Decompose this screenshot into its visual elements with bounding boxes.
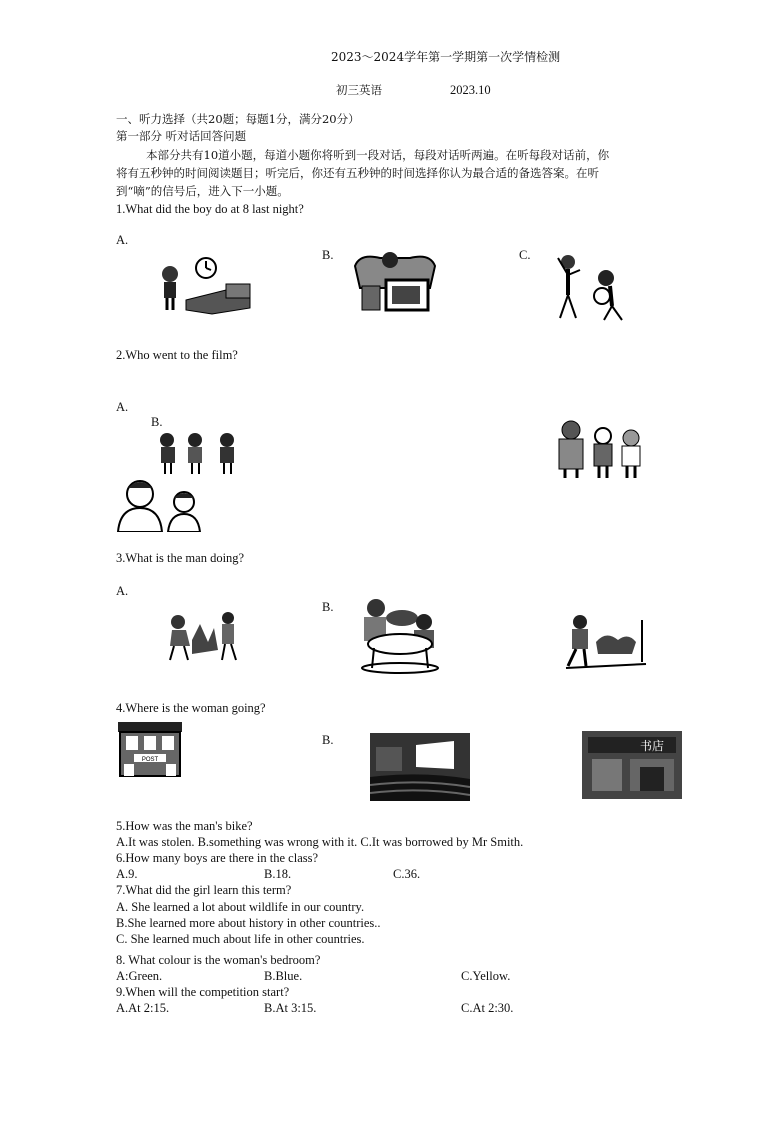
bookstore-sign: 书店 [639,739,665,753]
q3-option-a-label: A. [116,584,129,598]
q4-option-c-image-bookstore[interactable] [582,731,682,799]
q6-option-c: C.36. [393,867,421,881]
exam-date: 2023.10 [450,83,491,97]
instructions-line-3: 到“嘀”的信号后，进入下一小题。 [116,184,289,198]
instructions-line-2: 将有五秒钟的时间阅读题目；听完后，你还有五秒钟的时间选择你认为最合适的备选答案。在听 [116,166,599,180]
question-2: 2.Who went to the film? [116,348,238,362]
q4-option-b-label: B. [322,733,334,747]
question-8: 8. What colour is the woman's bedroom? [116,953,321,967]
q9-option-a: A.At 2:15. [116,1001,170,1015]
q8-option-c: C.Yellow. [461,969,511,983]
q2-option-a-image-three-children[interactable] [155,430,245,476]
question-6: 6.How many boys are there in the class? [116,851,319,865]
q9-option-b: B.At 3:15. [264,1001,317,1015]
q9-option-c: C.At 2:30. [461,1001,514,1015]
q1-option-b-label: B. [322,248,334,262]
q3-option-c-image-sweeping[interactable] [562,612,650,674]
q2-option-c-image-family[interactable] [555,418,650,480]
q3-option-a-image-planting[interactable] [162,610,244,665]
q1-option-a-label: A. [116,233,129,247]
exam-title: 2023～2024学年第一学期第一次学情检测 [331,50,561,64]
instructions-line-1: 本部分共有10道小题，每道小题你将听到一段对话，每段对话听两遍。在听每段对话前，你 [146,148,610,162]
q7-option-b: B.She learned more about history in other countries.. [116,916,381,930]
q5-options: A.It was stolen. B.something was wrong with it. C.It was borrowed by Mr Smith. [116,835,524,849]
q3-option-b-image-dinner-table[interactable] [358,596,444,674]
question-3: 3.What is the man doing? [116,551,245,565]
q6-option-b: B.18. [264,867,292,881]
q4-option-b-image-cinema[interactable] [370,733,470,801]
subject-label: 初三英语 [336,83,382,97]
question-4: 4.Where is the woman going? [116,701,266,715]
q6-option-a: A.9. [116,867,138,881]
svg-text:POST: POST [141,757,159,763]
q4-option-a-image-post-office[interactable] [116,716,184,778]
q2-option-a-label: A. [116,400,129,414]
q1-option-c-image-playing-basketball[interactable] [550,250,630,325]
q1-option-c-label: C. [519,248,531,262]
question-9: 9.When will the competition start? [116,985,290,999]
q2-option-b-label: B. [151,415,163,429]
q7-option-a: A. She learned a lot about wildlife in our country. [116,900,365,914]
q7-option-c: C. She learned much about life in other countries. [116,932,365,946]
q1-option-b-image-watching-tv[interactable] [350,248,440,318]
section-heading: 一、听力选择（共20题；每题1分，满分20分） [116,112,360,126]
q8-option-a: A:Green. [116,969,163,983]
question-7: 7.What did the girl learn this term? [116,883,292,897]
q1-option-a-image-boy-bed-clock[interactable] [156,256,256,316]
part-title: 第一部分 听对话回答问题 [116,129,247,143]
q3-option-b-label: B. [322,600,334,614]
q2-option-b-image-man-and-boy[interactable] [116,478,206,532]
question-1: 1.What did the boy do at 8 last night? [116,202,304,216]
q8-option-b: B.Blue. [264,969,303,983]
question-5: 5.How was the man's bike? [116,819,253,833]
